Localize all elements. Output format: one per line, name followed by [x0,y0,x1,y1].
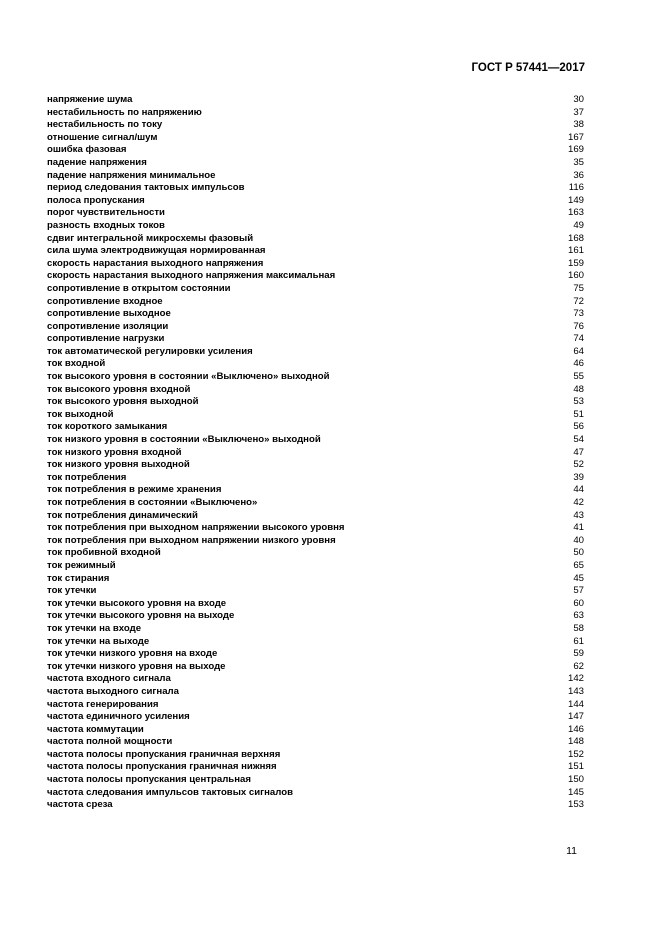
index-page-ref: 150 [567,774,584,786]
index-page-ref: 47 [573,446,584,458]
index-page-ref: 50 [573,547,584,559]
index-page-ref: 169 [567,144,584,156]
index-entry [47,560,584,573]
alphabetical-index [47,94,584,812]
index-entry [47,132,584,145]
index-term: ток потребления при выходном напряжении низкого уровня [47,534,336,546]
index-entry [47,119,584,132]
index-entry [47,396,584,409]
index-page-ref: 58 [573,622,584,634]
index-entry [47,585,584,598]
index-page-ref: 147 [567,711,584,723]
index-page-ref: 143 [567,685,584,697]
index-term: скорость нарастания выходного напряжения [47,257,264,269]
index-entry [47,699,584,712]
index-page-ref: 65 [573,559,584,571]
index-entry [47,409,584,422]
index-entry [47,346,584,359]
index-entry [47,283,584,296]
index-term: ток потребления при выходном напряжении высокого уровня [47,522,345,534]
index-page-ref: 55 [573,371,584,383]
index-entry [47,333,584,346]
index-page-ref: 41 [573,522,584,534]
index-term: сила шума электродвижущая нормированная [47,245,266,257]
index-page-ref: 153 [567,799,584,811]
index-term: ток пробивной входной [47,547,161,559]
index-term: нестабильность по току [47,119,163,131]
index-entry [47,522,584,535]
index-page-ref: 54 [573,434,584,446]
index-entry [47,258,584,271]
index-entry [47,459,584,472]
index-page-ref: 60 [573,597,584,609]
index-page-ref: 152 [567,748,584,760]
index-term: напряжение шума [47,94,133,105]
index-page-ref: 75 [573,282,584,294]
index-page-ref: 45 [573,572,584,584]
index-entry [47,358,584,371]
index-term: частота полной мощности [47,736,173,748]
index-term: частота входного сигнала [47,673,171,685]
index-page-ref: 163 [567,207,584,219]
index-entry [47,434,584,447]
index-page-ref: 167 [567,131,584,143]
index-entry [47,648,584,661]
index-page-ref: 72 [573,295,584,307]
index-term: сопротивление изоляции [47,320,169,332]
index-term: ток утечки высокого уровня на выходе [47,610,235,622]
index-entry [47,598,584,611]
index-page-ref: 40 [573,534,584,546]
index-term: ток потребления в режиме хранения [47,484,222,496]
index-entry [47,371,584,384]
index-term: падение напряжения [47,156,147,168]
index-page-ref: 160 [567,270,584,282]
index-page-ref: 42 [573,497,584,508]
index-entry [47,484,584,497]
index-term: ток стирания [47,572,110,584]
index-entry [47,245,584,258]
index-page-ref: 38 [573,119,584,131]
index-page-ref: 51 [573,408,584,420]
index-entry [47,623,584,636]
index-entry [47,94,584,107]
index-page-ref: 61 [573,635,584,647]
index-page-ref: 142 [567,673,584,685]
index-term: ток входной [47,358,106,370]
index-page-ref: 39 [573,471,584,483]
index-term: ток утечки низкого уровня на входе [47,648,218,660]
index-entry [47,207,584,220]
index-term: ток низкого уровня выходной [47,459,190,471]
index-page-ref: 53 [573,396,584,408]
index-page-ref: 73 [573,308,584,320]
index-term: ток выходной [47,408,114,420]
index-entry [47,736,584,749]
index-entry [47,384,584,397]
index-term: ток утечки на выходе [47,635,150,647]
index-term: ошибка фазовая [47,144,127,156]
index-entry [47,308,584,321]
index-term: полоса пропускания [47,194,145,206]
index-term: частота среза [47,799,113,811]
index-page-ref: 35 [573,156,584,168]
index-term: ток режимный [47,559,116,571]
index-page-ref: 76 [573,320,584,332]
index-term: разность входных токов [47,219,165,231]
index-term: частота коммутации [47,723,144,735]
index-entry [47,724,584,737]
index-term: частота полосы пропускания центральная [47,774,251,786]
index-page-ref: 57 [573,585,584,597]
index-term: частота полосы пропускания граничная нижняя [47,761,277,773]
index-term: ток утечки [47,585,97,597]
index-page-ref: 59 [573,648,584,660]
index-page-ref: 48 [573,383,584,395]
index-term: сопротивление входное [47,295,163,307]
index-entry [47,447,584,460]
index-term: сопротивление в открытом состоянии [47,282,231,294]
index-entry [47,573,584,586]
index-entry [47,195,584,208]
index-page-ref: 148 [567,736,584,748]
index-page-ref: 44 [573,484,584,496]
index-term: частота полосы пропускания граничная верхняя [47,748,281,760]
index-page-ref: 145 [567,786,584,798]
index-page-ref: 37 [573,106,584,118]
index-page-ref: 168 [567,232,584,244]
index-term: частота единичного усиления [47,711,190,723]
index-term: ток короткого замыкания [47,421,168,433]
index-term: ток потребления [47,471,127,483]
index-entry [47,270,584,283]
index-term: частота следования импульсов тактовых сигналов [47,786,293,798]
index-entry [47,182,584,195]
index-entry [47,673,584,686]
index-term: сопротивление нагрузки [47,333,165,345]
index-term: ток высокого уровня входной [47,383,191,395]
index-page-ref: 161 [567,245,584,257]
index-entry [47,157,584,170]
index-page-ref: 159 [567,257,584,269]
index-page-ref: 49 [573,219,584,231]
index-page-ref: 64 [573,345,584,357]
index-entry [47,661,584,674]
index-term: нестабильность по напряжению [47,106,202,118]
index-term: ток потребления динамический [47,509,198,521]
index-entry [47,686,584,699]
index-page-ref: 36 [573,169,584,181]
index-term: ток потребления в состоянии «Выключено» [47,497,258,508]
index-term: ток утечки высокого уровня на входе [47,597,227,609]
index-page-ref: 52 [573,459,584,471]
index-term: отношение сигнал/шум [47,131,158,143]
index-page-ref: 149 [567,194,584,206]
index-term: частота генерирования [47,698,159,710]
index-entry [47,761,584,774]
index-term: ток автоматической регулировки усиления [47,345,253,357]
standard-designation: ГОСТ Р 57441—2017 [471,62,585,74]
index-term: скорость нарастания выходного напряжения максимальная [47,270,336,282]
index-entry [47,107,584,120]
index-entry [47,321,584,334]
index-page-ref: 146 [567,723,584,735]
page-number: 11 [566,845,577,857]
index-entry [47,233,584,246]
index-term: ток утечки на входе [47,622,142,634]
index-page-ref: 56 [573,421,584,433]
index-entry [47,787,584,800]
index-term: сопротивление выходное [47,308,171,320]
index-page-ref: 144 [567,698,584,710]
index-term: ток утечки низкого уровня на выходе [47,660,226,672]
index-entry [47,144,584,157]
index-entry [47,497,584,510]
index-entry [47,547,584,560]
index-entry [47,799,584,812]
index-page-ref: 116 [568,182,584,194]
index-entry [47,472,584,485]
index-page-ref: 63 [573,610,584,622]
index-term: порог чувствительности [47,207,165,219]
index-page-ref: 30 [573,94,584,105]
index-term: период следования тактовых импульсов [47,182,245,194]
index-entry [47,510,584,523]
index-page-ref: 43 [573,509,584,521]
index-term: падение напряжения минимальное [47,169,216,181]
index-term: ток высокого уровня в состоянии «Выключено» выходной [47,371,330,383]
index-entry [47,296,584,309]
index-entry [47,749,584,762]
index-entry [47,636,584,649]
index-term: частота выходного сигнала [47,685,179,697]
index-term: ток низкого уровня в состоянии «Выключено» выходной [47,434,321,446]
index-entry [47,610,584,623]
index-entry [47,421,584,434]
index-page-ref: 62 [573,660,584,672]
index-page-ref: 46 [573,358,584,370]
index-entry [47,170,584,183]
index-page-ref: 151 [567,761,584,773]
index-entry [47,220,584,233]
index-term: ток низкого уровня входной [47,446,182,458]
index-entry [47,711,584,724]
index-term: сдвиг интегральной микросхемы фазовый [47,232,254,244]
index-entry [47,535,584,548]
index-term: ток высокого уровня выходной [47,396,199,408]
index-page-ref: 74 [573,333,584,345]
index-entry [47,774,584,787]
